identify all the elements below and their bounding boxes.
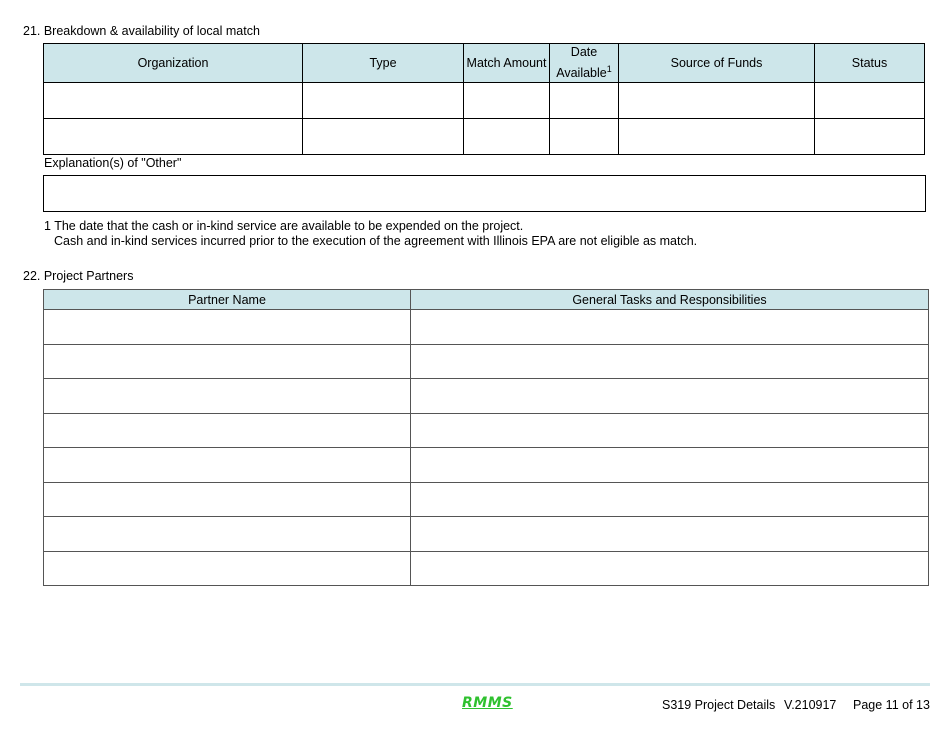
column-header-type: Type bbox=[303, 44, 464, 83]
form-name: S319 Project Details bbox=[662, 698, 776, 712]
column-header-general-tasks: General Tasks and Responsibilities bbox=[411, 290, 929, 310]
tasks-cell[interactable] bbox=[411, 344, 929, 379]
organization-cell[interactable] bbox=[44, 83, 303, 119]
section-21-heading: 21. Breakdown & availability of local match bbox=[23, 24, 260, 38]
column-header-match-amount: Match Amount bbox=[464, 44, 550, 83]
status-cell[interactable] bbox=[815, 83, 925, 119]
table-row bbox=[44, 551, 929, 586]
column-header-partner-name: Partner Name bbox=[44, 290, 411, 310]
match-amount-cell[interactable] bbox=[464, 119, 550, 155]
date-available-cell[interactable] bbox=[550, 119, 619, 155]
project-partners-table bbox=[43, 289, 929, 586]
footnote-line-2: Cash and in-kind services incurred prior to the execution of the agreement with Illinois EPA are not eligible as match. bbox=[54, 234, 698, 248]
table-row bbox=[44, 119, 925, 155]
tasks-cell[interactable] bbox=[411, 448, 929, 483]
explanation-field[interactable] bbox=[43, 175, 926, 212]
tasks-cell[interactable] bbox=[411, 310, 929, 345]
partner-name-cell[interactable] bbox=[44, 413, 411, 448]
partner-name-cell[interactable] bbox=[44, 379, 411, 414]
tasks-cell[interactable] bbox=[411, 482, 929, 517]
status-cell[interactable] bbox=[815, 119, 925, 155]
tasks-cell[interactable] bbox=[411, 551, 929, 586]
partner-name-cell[interactable] bbox=[44, 551, 411, 586]
table-row bbox=[44, 344, 929, 379]
tasks-cell[interactable] bbox=[411, 517, 929, 552]
source-of-funds-cell[interactable] bbox=[619, 83, 815, 119]
partner-name-cell[interactable] bbox=[44, 448, 411, 483]
date-available-cell[interactable] bbox=[550, 83, 619, 119]
available-label: Available bbox=[556, 66, 607, 81]
explanation-label: Explanation(s) of "Other" bbox=[44, 156, 182, 170]
match-amount-cell[interactable] bbox=[464, 83, 550, 119]
date-label: Date bbox=[570, 45, 598, 59]
partner-name-cell[interactable] bbox=[44, 344, 411, 379]
table-row bbox=[44, 379, 929, 414]
partner-name-cell[interactable] bbox=[44, 310, 411, 345]
table-row bbox=[44, 413, 929, 448]
footnote-line-1: 1 The date that the cash or in-kind service are available to be expended on the project. bbox=[44, 219, 524, 233]
local-match-table bbox=[43, 43, 925, 155]
partner-name-cell[interactable] bbox=[44, 482, 411, 517]
rmms-logo: RMMS bbox=[462, 695, 513, 711]
table-row bbox=[44, 482, 929, 517]
tasks-cell[interactable] bbox=[411, 379, 929, 414]
partner-name-cell[interactable] bbox=[44, 517, 411, 552]
table-row bbox=[44, 448, 929, 483]
column-header-organization: Organization bbox=[44, 44, 303, 83]
column-header-source-of-funds: Source of Funds bbox=[619, 44, 815, 83]
page-number: Page 11 of 13 bbox=[853, 698, 930, 712]
column-header-date-available bbox=[550, 44, 619, 83]
source-of-funds-cell[interactable] bbox=[619, 119, 815, 155]
type-cell[interactable] bbox=[303, 119, 464, 155]
organization-cell[interactable] bbox=[44, 119, 303, 155]
table-row bbox=[44, 310, 929, 345]
section-22-heading: 22. Project Partners bbox=[23, 269, 134, 283]
type-cell[interactable] bbox=[303, 83, 464, 119]
form-version: V.210917 bbox=[784, 698, 837, 712]
column-header-status: Status bbox=[815, 44, 925, 83]
table-row bbox=[44, 517, 929, 552]
footer-divider bbox=[20, 683, 930, 686]
table-row bbox=[44, 83, 925, 119]
footnote-marker: 1 bbox=[606, 64, 612, 74]
tasks-cell[interactable] bbox=[411, 413, 929, 448]
